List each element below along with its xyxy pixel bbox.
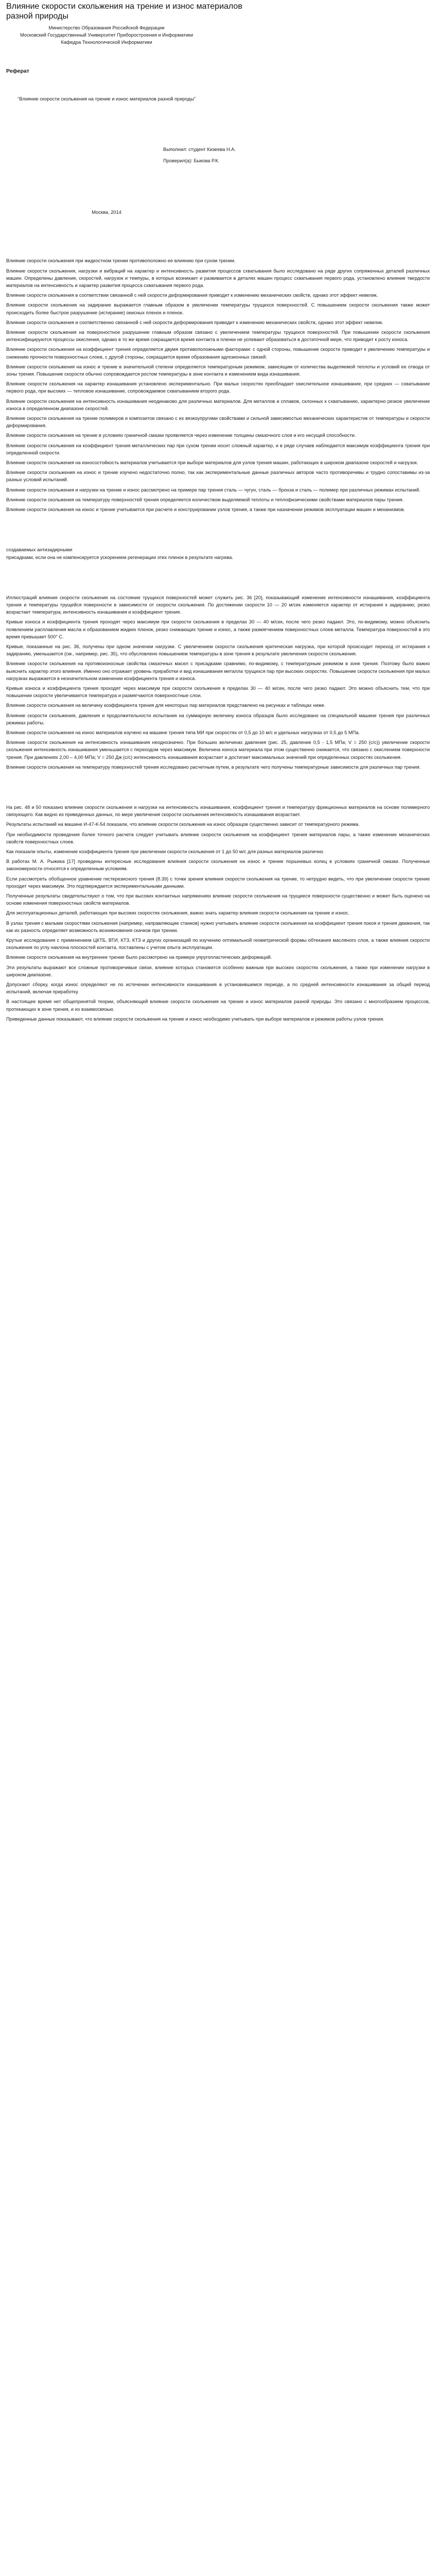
- paragraph: В настоящее время нет общепринятой теории, объясняющей влияние скорости скольжения на трение и износ материалов разной природы. Это связано с многообразием процессов, протекающих в зоне трения, и их взаимосвязью.: [6, 999, 430, 1012]
- paragraph: Влияние скорости скольжения на трение полимеров и композитов связано с их вязкоупругими свойствами и сильной зависимостью механических характеристик от температуры и скорости деформирования.: [6, 416, 430, 429]
- spacer: [6, 561, 430, 585]
- section-4: [6, 804, 430, 1023]
- paragraph: В узлах трения с малыми скоростями скольжения (например, направляющие станков) нужно учитывать влияние скорости скольжения на коэффициент трения покоя и трения движения, так как их разность определяет возможность возникновения скачков при трении.: [6, 920, 430, 933]
- referat-label: Реферат: [6, 68, 29, 74]
- paragraph: Влияние скорости скольжения на поверхностное разрушение главным образом связано с увеличением температуры трущихся поверхностей. При повышении скорости скольжения интенсифицируются процессы окисления, однако в то же время сокращается время контакта и пленки не успевают образоваться в достаточной мере, что приводит к росту износа.: [6, 330, 430, 343]
- section-2: [6, 546, 430, 561]
- paragraph: Результаты испытаний на машине И-47-К-54 показали, что влияние скорости скольжения на износ образцов существенно зависит от температурного режима.: [6, 822, 360, 827]
- paragraph: Влияние скорости скольжения на коэффициент трения металлических пар при сухом трении носит сложный характер, и в ряде случаев наблюдается максимум коэффициента трения при определенной скорости.: [6, 443, 430, 455]
- paragraph: создаваемых антизадирными: [6, 547, 73, 553]
- paragraph: Влияние скорости скольжения на износ и трение учитывается при расчете и конструировании узлов трения, а также при назначении режимов эксплуатации машин и механизмов.: [6, 507, 405, 513]
- paragraph: Влияние скорости скольжения на температуру поверхностей трения определяется количеством выделяемой теплоты и теплофизическими свойствами материалов пары трения.: [6, 497, 404, 502]
- document-title: Влияние скорости скольжения на трение и износ материалов разной природы: [6, 2, 242, 21]
- paragraph: Влияние скорости скольжения на износ материалов изучено на машине трения типа МИ при скоростях от 0,5 до 10 м/с и удельных нагрузках от 0,5 до 5 МПа.: [6, 730, 360, 735]
- paragraph: Кривые износа и коэффициента трения проходят через максимум при скорости скольжения в пределах 30 — 40 м/сек, после чего резко падают. Это, по-видимому, можно объяснить появлением расплавления масла и образованием жидких пленок, резко снижающих трение и износ, а также размягчением поверхностных слоев металла. Температура поверхностей в это время превышает 500° С.: [6, 619, 430, 639]
- paragraph: В работах М. А. Рыжика [17] проведены интересные исследования влияния скорости скольжения на износ и трение поршневых колец в условиях граничной смазки. Полученные закономерности относятся к определенным условиям.: [6, 859, 430, 872]
- paragraph: Влияние скорости скольжения на коэффициент трения определяется двумя противоположными факторами: с одной стороны, повышение скорости приводит к увеличению температуры и снижению прочности поверхностных слоев, с другой стороны, сокращается время образования адгезионных связей.: [6, 347, 430, 360]
- paragraph: На рис. 48 и 50 показано влияние скорости скольжения и нагрузки на интенсивность изнашивания, коэффициент трения и температуру фрикционных материалов на основе полимерного связующего. Как видно из приведенных данных, по мере увеличения скорости скольжения интенсивность изнашивания возрастает.: [6, 804, 430, 818]
- paragraph: Влияние скорости скольжения на температуру поверхностей трения исследовано расчетным путем, в результате чего получены температурные зависимости для различных пар трения.: [6, 764, 421, 770]
- paragraph: Влияние скорости скольжения, давления и продолжительности испытания на суммарную величину износа образцов было исследовано на специальной машине трения при различных режимах работы.: [6, 713, 430, 725]
- paragraph: Допускают сборку, когда износ определяют не по истечении интенсивности изнашивания в установившемся периоде, а по средней интенсивности изнашивания за общий период испытаний, включая приработку.: [6, 982, 430, 995]
- spacer: [6, 513, 430, 537]
- university-line: Московский Государственный Университет Приборостроения и Информатики: [20, 32, 194, 38]
- paragraph: Влияние скорости скольжения и соответственно связанной с ней скорости деформирования приводит к изменению механических свойств, однако этот эффект невелик.: [6, 319, 383, 325]
- paragraph: Влияние скорости скольжения и нагрузки на трение и износ рассмотрено на примере пар трения сталь — чугун, сталь — бронза и сталь — полимер при различных режимах испытаний.: [6, 487, 421, 493]
- document-page: [0, 0, 436, 1023]
- paragraph: Иллюстраций влияния скорости скольжения на состояние трущихся поверхностей может служить рис. 36 [20], показывающий изменение интенсивности изнашивания, коэффициента трения и температуры трущейся поверхности в зависимости от скорости скольжения. По достижении скорости 10 — 20 м/сек изменяется характер от истирания к задиранию; резко возрастает температура, интенсивность изнашивания и коэффициент трения.: [6, 595, 430, 615]
- ministry-line: Министерство Образования Российской Федерации: [48, 25, 165, 30]
- paragraph: Полученные результаты свидетельствуют о том, что при высоких контактных напряжениях влияние скорости скольжения на трущиеся поверхности существенно и может быть оценено на основе изменения поверхностных свойств материалов.: [6, 893, 430, 906]
- paragraph: Для эксплуатационных деталей, работающих при высоких скоростях скольжения, важно знать характер влияния скорости скольжения на трение и износ.: [6, 910, 350, 916]
- paragraph: Приведенные данные показывают, что влияние скорости скольжения на трение и износ необходимо учитывать при выборе материалов и режимов работы узлов трения.: [6, 1016, 385, 1022]
- paragraph: Кривые износа и коэффициента трения проходят через максимум при скорости скольжения в пределах 30 — 40 м/сек, после чего резко падают. Это можно объяснить тем, что при повышении скорости увеличивается температура и размягчаются поверхностные слои.: [6, 685, 430, 699]
- paragraph: Эти результаты выражают все сложные противоречивые связи, влияние которых становится особенно важным при высоких скоростях скольжения, а также при изменении нагрузки в широком диапазоне.: [6, 964, 430, 977]
- paragraph: При необходимости проведения более точного расчета следует учитывать влияние скорости скольжения на коэффициент трения материалов пары, а также изменение механических свойств поверхностных слоев.: [6, 832, 430, 844]
- paragraph: присадками, если она не компенсируется ускорением регенерации этих пленок в результате нагрева.: [6, 554, 233, 560]
- paragraph: Влияние скорости скольжения на трение в условиях граничной смазки проявляется через изменение толщины смазочного слоя и его несущей способности.: [6, 433, 356, 438]
- paragraph: Влияние скорости скольжения на интенсивность изнашивания неоднозначно. При больших величинах давления (рис. 25, давление 0,5 - 1,5 МПа; V = 250 (с/с)) увеличение скорости скольжения интенсивность изнашивания уменьшается с переходом через максимум. Величина износа материала при этом существенно снижается, что связано с окислением поверхности трения. При давлениях 2,00 – 4,00 МПа; V = 250 Дж (с/с) интенсивность изнашивания возрастает и достигает максимальных значений при определенных скоростях скольжения.: [6, 740, 430, 760]
- paragraph: Как показали опыты, изменение коэффициента трения при увеличении скорости скольжения от 1 до 50 м/с для разных материалов различно.: [6, 849, 325, 854]
- paragraph: Влияние скорости скольжения на износ и трение в значительной степени определяется температурным режимом, зависящим от количества выделяемой теплоты и условий ее отвода от зоны трения. Повышение скорости обычно сопровождается ростом температуры в зоне контакта и изменением вида изнашивания.: [6, 364, 430, 377]
- section-3: [6, 594, 430, 771]
- ministry-block: [6, 24, 207, 46]
- author-block: [163, 144, 430, 166]
- paragraph: Влияние скорости скольжения при жидкостном трении противоположно ее влиянию при сухом трении.: [6, 258, 236, 264]
- section-1: [6, 257, 430, 513]
- paragraph: Влияние скорости скольжения на износостойкость материалов учитывается при выборе материалов для узлов трения машин, работающих в широком диапазоне скоростей и нагрузок.: [6, 460, 418, 466]
- department-line: Кафедра Технологической Информатики: [61, 40, 152, 45]
- paragraph: Влияние скорости скольжения на величину коэффициента трения для некоторых пар материалов представлено на рисунках и таблицах ниже.: [6, 703, 326, 708]
- paragraph: Влияние скорости скольжения в соответствии связанной с ней скорости деформирования приводит к изменению механических свойств, однако этот эффект невелик.: [6, 293, 378, 298]
- paragraph: Влияние скорости скольжения на задирание выражается главным образом в увеличении температуры трущихся поверхностей. С повышением скорости скольжения также может происходить более быстрое разрушение (истирание) окисных пленок и пленок.: [6, 302, 430, 315]
- paragraph: Кривые, показанные на рис. 36, получены при одном значении нагрузки. С увеличением скорости скольжения критическая нагрузка, при которой происходит переход от истирания к задиранию, уменьшается (см., например, рис. 35), что обусловлено повышением температуры в зоне трения в результате увеличения скорости скольжения.: [6, 643, 430, 657]
- city-year: Москва, 2014: [92, 210, 121, 215]
- referat-topic: "Влияние скорости скольжения на трение и износ материалов разной природы": [18, 96, 196, 102]
- paragraph: Влияние скорости скольжения на интенсивность изнашивания неодинаково для различных материалов. Для металлов и сплавов, склонных к схватыванию, характерно резкое увеличение износа в определенном диапазоне скоростей.: [6, 398, 430, 411]
- spacer: [6, 771, 430, 794]
- author-performed: Выполнил: студент Кизеева Н.А.: [163, 147, 236, 152]
- paragraph: Влияние скорости скольжения на характер изнашивания установлено экспериментально. При малых скоростях преобладает окислительное изнашивание, при средних — схватывание первого рода, при высоких — тепловое изнашивание, сопровождаемое схватыванием второго рода.: [6, 381, 430, 394]
- paragraph: Крутые исследования с применением ЦКТБ, ВТИ, КТЗ, КТЗ и других организаций по изучению оптимальной геометрической формы обтекания масляного слоя, а также влияния скорости скольжения по углу наклона плоскостей контакта, поставлены с учетом опыта эксплуатации.: [6, 938, 430, 951]
- paragraph: Влияние скорости скольжения на противоизносные свойства смазочных масел с присадками сравнимо, по-видимому, с температурным режимом в зоне трения. Поэтому было важно выяснить характер этого влияния. Именно оно отражает уровень приработки и вид изнашивания металла трущихся пар при высоких скоростях. Повышение скорости скольжения при малых нагрузках выражается в незначительном изменении коэффициента трения и износа.: [6, 661, 430, 681]
- paragraph: Если рассмотреть обобщенное уравнение гистерезисного трения (8.39) с точки зрения влияния скорости скольжения на трение, то нетрудно видеть, что при увеличении скорости трение проходит через максимум. Это подтверждается экспериментальными данными.: [6, 876, 430, 889]
- paragraph: Влияние скорости скольжения на износ и трение изучено недостаточно полно, так как экспериментальные данные различных авторов часто противоречивы и трудно сопоставимы из-за разных условий испытаний.: [6, 470, 430, 483]
- author-checked: Проверил(а): Быкова Р.К.: [163, 158, 220, 164]
- paragraph: Влияние скорости скольжения, нагрузки и вибраций на характер и интенсивность развития процессов схватывания было исследовано на ряде других сопряженных деталей различных машин. Определены давления, скоростей, нагрузок и темпуры, в которых возникает и развивается в деталях машин процесс схватывания первого рода, установлено влияние твердости материалов на интенсивность и характер развития процесса схватывания первого рода.: [6, 268, 430, 289]
- paragraph: Влияние скорости скольжения на внутреннее трение было рассмотрено на примере упругопластических деформаций.: [6, 955, 272, 960]
